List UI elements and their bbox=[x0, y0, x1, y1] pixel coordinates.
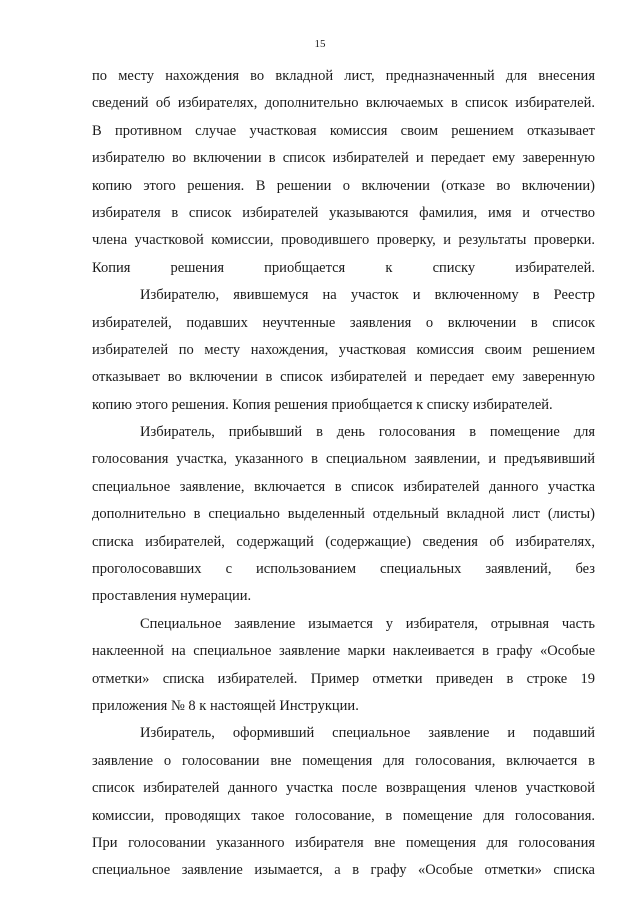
paragraph-line: копию этого решения. В решении о включении (отказе во включении) bbox=[92, 177, 595, 194]
paragraph-line: избирателю во включении в список избирателей и передает ему заверенную bbox=[92, 150, 595, 167]
paragraph-line: Избиратель, оформивший специальное заявление и подавший bbox=[140, 725, 595, 742]
paragraph-line: члена участковой комиссии, проводившего проверку, и результаты проверки. bbox=[92, 232, 595, 249]
paragraph-line: специальное заявление изымается, а в графу «Особые отметки» списка bbox=[92, 862, 595, 879]
paragraph-line: копию этого решения. Копия решения приобщается к списку избирателей. bbox=[92, 396, 553, 413]
paragraph-line: проставления нумерации. bbox=[92, 588, 252, 605]
paragraph-line: избирателей по месту нахождения, участковая комиссия своим решением bbox=[92, 341, 595, 358]
paragraph-line: заявление о голосовании вне помещения для голосования, включается в bbox=[92, 752, 595, 769]
paragraph-line: отметки» списка избирателей. Пример отметки приведен в строке 19 bbox=[92, 670, 595, 687]
paragraph-line: избирателя в список избирателей указываются фамилия, имя и отчество bbox=[92, 204, 595, 221]
paragraph-line: дополнительно в специально выделенный отдельный вкладной лист (листы) bbox=[92, 506, 595, 523]
paragraph bbox=[92, 611, 595, 721]
paragraph-line: комиссии, проводящих такое голосование, в помещение для голосования. bbox=[92, 807, 595, 824]
paragraph bbox=[92, 419, 595, 611]
paragraph-line: специальное заявление, включается в список избирателей данного участка bbox=[92, 478, 595, 495]
paragraph-line: Копия решения приобщается к списку избирателей. bbox=[92, 259, 595, 276]
paragraph-line: голосования участка, указанного в специальном заявлении, и предъявивший bbox=[92, 451, 595, 468]
paragraph-line: списка избирателей, содержащий (содержащие) сведения об избирателях, bbox=[92, 533, 595, 550]
paragraph-line: приложения № 8 к настоящей Инструкции. bbox=[92, 697, 359, 714]
paragraph-line: список избирателей данного участка после возвращения членов участковой bbox=[92, 780, 595, 797]
paragraph-line: Избиратель, прибывший в день голосования в помещение для bbox=[140, 424, 595, 441]
paragraph bbox=[92, 720, 595, 884]
paragraph bbox=[92, 282, 595, 419]
paragraph-line: по месту нахождения во вкладной лист, предназначенный для внесения bbox=[92, 68, 595, 84]
paragraph-line: Избирателю, явившемуся на участок и включенному в Реестр bbox=[140, 287, 595, 304]
paragraph-line: В противном случае участковая комиссия своим решением отказывает bbox=[92, 122, 595, 139]
paragraph-line: избирателей, подавших неучтенные заявления о включении в список bbox=[92, 314, 595, 331]
paragraph bbox=[92, 63, 595, 282]
paragraph-line: Специальное заявление изымается у избирателя, отрывная часть bbox=[140, 615, 595, 632]
paragraph-line: сведений об избирателях, дополнительно включаемых в список избирателей. bbox=[92, 95, 595, 112]
paragraph-line: При голосовании указанного избирателя вне помещения для голосования bbox=[92, 834, 595, 851]
paragraph-line: проголосовавших с использованием специальных заявлений, без bbox=[92, 561, 595, 578]
body-text bbox=[92, 63, 595, 885]
paragraph-line: наклеенной на специальное заявление марки наклеивается в графу «Особые bbox=[92, 643, 595, 660]
paragraph-line: отказывает во включении в список избирателей и передает ему заверенную bbox=[92, 369, 595, 386]
page-number: 15 bbox=[314, 38, 326, 50]
